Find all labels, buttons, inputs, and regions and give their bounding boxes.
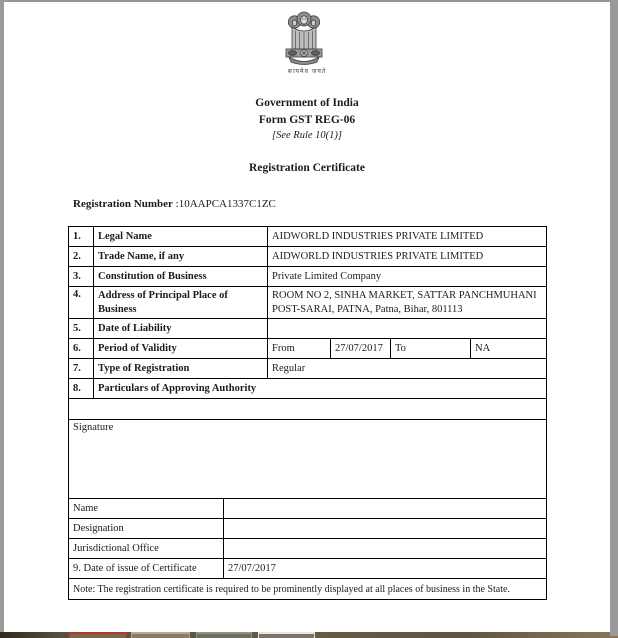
table-row-approving-authority: [69, 379, 546, 399]
row-value: ROOM NO 2, SINHA MARKET, SATTAR PANCHMUHANI POST-SARAI, PATNA, Patna, Bihar, 801113: [272, 290, 537, 315]
state-emblem-icon: [282, 9, 326, 67]
row-label: Designation: [69, 519, 224, 538]
page-title: Registration Certificate: [249, 162, 365, 174]
registration-number-value: :10AAPCA1337C1ZC: [172, 198, 276, 210]
table-row-empty: [69, 399, 546, 420]
table-row: [69, 319, 546, 339]
row-label: Particulars of Approving Authority: [98, 382, 257, 394]
table-row: [69, 287, 546, 319]
row-number: 5.: [69, 319, 94, 338]
row-label: Period of Validity: [94, 339, 268, 358]
certificate-table: [68, 226, 547, 600]
row-label: Date of Liability: [94, 319, 268, 338]
row-number: 2.: [69, 247, 94, 266]
taskbar-strip: [0, 632, 618, 638]
row-value: [268, 319, 546, 338]
frame-edge-left: [0, 0, 4, 632]
table-row-issue-date: [69, 559, 546, 579]
table-row-signature: [69, 420, 546, 499]
row-value: 27/07/2017: [228, 563, 276, 574]
row-number: 6.: [69, 339, 94, 358]
row-label: Name: [69, 499, 224, 518]
row-label: Jurisdictional Office: [69, 539, 224, 558]
table-row: [69, 227, 546, 247]
frame-edge-top: [0, 0, 618, 2]
note-text: Note: The registration certificate is required to be prominently displayed at all places of business in the State.: [73, 583, 510, 595]
registration-number-label: Registration Number: [73, 198, 173, 210]
validity-to-label: To: [391, 339, 471, 358]
row-value: [224, 539, 546, 558]
row-value: [224, 519, 546, 538]
row-label: Trade Name, if any: [94, 247, 268, 266]
row-label: Address of Principal Place of Business: [94, 287, 268, 318]
row-value: AIDWORLD INDUSTRIES PRIVATE LIMITED: [272, 230, 484, 242]
row-label: Legal Name: [94, 227, 268, 246]
validity-to-date: NA: [475, 342, 491, 354]
table-row: [69, 499, 546, 519]
row-label: 9. Date of issue of Certificate: [69, 559, 224, 578]
row-value: [224, 499, 546, 518]
validity-from-label: From: [268, 339, 331, 358]
table-row: [69, 519, 546, 539]
row-number: 8.: [69, 379, 94, 398]
registration-number-line: [73, 198, 276, 210]
table-row-period-of-validity: [69, 339, 546, 359]
table-row: [69, 247, 546, 267]
validity-from-date: 27/07/2017: [331, 339, 391, 358]
table-row: [69, 267, 546, 287]
table-row: [69, 539, 546, 559]
row-value: AIDWORLD INDUSTRIES PRIVATE LIMITED: [272, 250, 484, 262]
frame-corner-bottom-right: [610, 632, 618, 636]
header-form-number: Form GST REG-06: [258, 114, 356, 126]
empty-cell: [69, 399, 546, 419]
row-value: Private Limited Company: [272, 270, 382, 282]
taskbar-button-4[interactable]: [258, 632, 315, 638]
row-number: 7.: [69, 359, 94, 378]
taskbar-button-2[interactable]: [131, 632, 190, 638]
row-value: Regular: [272, 362, 306, 374]
table-row: [69, 359, 546, 379]
taskbar-button-3[interactable]: [196, 632, 252, 638]
row-number: 4.: [69, 287, 94, 318]
table-row-note: [69, 579, 546, 599]
signature-cell: Signature: [73, 422, 114, 433]
frame-edge-right: [610, 0, 618, 632]
emblem-motto: सत्यमेव जयते: [287, 68, 327, 75]
row-label: Type of Registration: [94, 359, 268, 378]
taskbar-button-1[interactable]: [69, 632, 127, 638]
row-number: 1.: [69, 227, 94, 246]
row-label: Constitution of Business: [94, 267, 268, 286]
header-government: Government of India: [255, 97, 359, 109]
header-rule-ref: [See Rule 10(1)]: [272, 130, 342, 141]
row-number: 3.: [69, 267, 94, 286]
